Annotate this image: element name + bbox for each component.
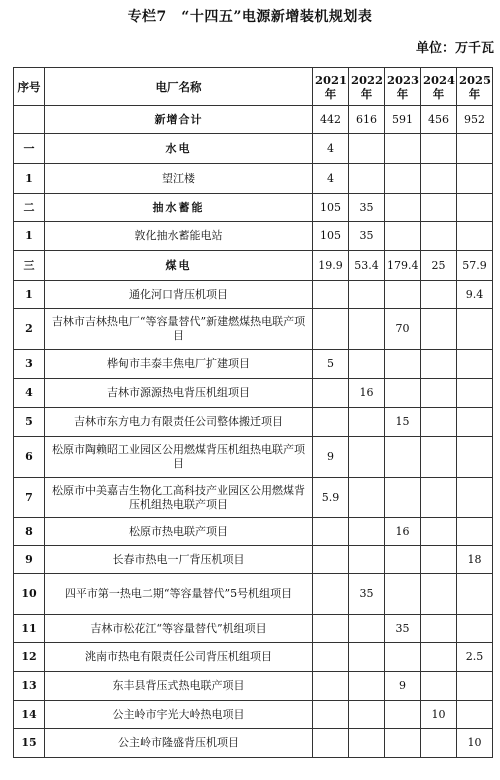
row-year-value — [349, 350, 385, 379]
row-seq: 一 — [14, 134, 45, 164]
row-year-value — [457, 222, 493, 251]
row-year-value — [313, 309, 349, 350]
row-plant-name: 洮南市热电有限责任公司背压机组项目 — [45, 643, 313, 672]
table-row — [14, 222, 493, 251]
row-year-value — [421, 350, 457, 379]
table-row — [14, 379, 493, 408]
row-year-value: 18 — [457, 546, 493, 574]
row-year-value — [313, 672, 349, 701]
row-year-value — [313, 518, 349, 546]
row-year-value: 35 — [349, 222, 385, 251]
row-year-value — [313, 546, 349, 574]
row-year-value — [421, 729, 457, 758]
row-year-value — [421, 518, 457, 546]
header-seq: 序号 — [14, 68, 45, 106]
row-plant-name: 抽水蓄能 — [45, 194, 313, 222]
row-year-value — [385, 134, 421, 164]
row-seq: 3 — [14, 350, 45, 379]
row-seq: 7 — [14, 478, 45, 518]
row-year-value: 105 — [313, 194, 349, 222]
row-year-value — [313, 281, 349, 309]
row-year-value — [457, 194, 493, 222]
row-year-value — [349, 309, 385, 350]
row-year-value — [457, 309, 493, 350]
row-year-value — [421, 574, 457, 615]
header-year: 2021 年 — [313, 68, 349, 106]
row-year-value: 179.4 — [385, 251, 421, 281]
row-year-value: 10 — [421, 701, 457, 729]
row-year-value: 4 — [313, 134, 349, 164]
row-year-value — [313, 643, 349, 672]
row-year-value: 53.4 — [349, 251, 385, 281]
row-year-value — [349, 134, 385, 164]
row-year-value: 5.9 — [313, 478, 349, 518]
capacity-plan-table — [13, 67, 493, 758]
row-year-value — [421, 309, 457, 350]
row-plant-name: 吉林市松花江“等容量替代”机组项目 — [45, 615, 313, 643]
row-seq: 2 — [14, 309, 45, 350]
row-seq: 10 — [14, 574, 45, 615]
row-year-value — [457, 408, 493, 437]
row-year-value — [313, 379, 349, 408]
header-row — [14, 68, 493, 106]
row-plant-name: 东丰县背压式热电联产项目 — [45, 672, 313, 701]
row-year-value — [385, 350, 421, 379]
row-year-value — [457, 672, 493, 701]
header-year: 2023 年 — [385, 68, 421, 106]
row-seq: 8 — [14, 518, 45, 546]
row-year-value: 105 — [313, 222, 349, 251]
table-row — [14, 164, 493, 194]
row-seq: 1 — [14, 164, 45, 194]
table-row — [14, 615, 493, 643]
row-seq: 三 — [14, 251, 45, 281]
row-year-value — [385, 379, 421, 408]
row-seq: 13 — [14, 672, 45, 701]
row-plant-name: 公主岭市隆盛背压机项目 — [45, 729, 313, 758]
row-year-value — [421, 281, 457, 309]
row-year-value — [313, 574, 349, 615]
row-year-value — [349, 518, 385, 546]
table-row — [14, 408, 493, 437]
row-year-value — [457, 615, 493, 643]
row-year-value: 16 — [349, 379, 385, 408]
row-year-value — [421, 194, 457, 222]
row-year-value — [385, 164, 421, 194]
row-year-value — [385, 478, 421, 518]
table-body — [14, 106, 493, 758]
unit-label: 单位：万千瓦 — [415, 41, 494, 56]
row-year-value: 57.9 — [457, 251, 493, 281]
row-year-value — [349, 729, 385, 758]
table-row — [14, 518, 493, 546]
row-year-value: 952 — [457, 106, 493, 134]
row-seq: 1 — [14, 222, 45, 251]
row-plant-name: 煤电 — [45, 251, 313, 281]
row-year-value — [349, 643, 385, 672]
row-year-value — [421, 672, 457, 701]
table-row — [14, 478, 493, 518]
row-year-value: 25 — [421, 251, 457, 281]
row-plant-name: 水电 — [45, 134, 313, 164]
table-row — [14, 729, 493, 758]
row-seq: 11 — [14, 615, 45, 643]
table-row — [14, 643, 493, 672]
table-row — [14, 437, 493, 478]
header-year: 2022 年 — [349, 68, 385, 106]
row-year-value — [385, 643, 421, 672]
row-year-value: 9.4 — [457, 281, 493, 309]
row-year-value — [385, 281, 421, 309]
table-row — [14, 134, 493, 164]
row-year-value: 591 — [385, 106, 421, 134]
row-year-value — [349, 615, 385, 643]
row-year-value — [385, 574, 421, 615]
row-year-value — [349, 408, 385, 437]
row-year-value — [457, 350, 493, 379]
row-year-value — [421, 615, 457, 643]
row-year-value — [457, 478, 493, 518]
row-year-value: 35 — [385, 615, 421, 643]
row-seq: 4 — [14, 379, 45, 408]
row-plant-name: 公主岭市宇光大岭热电项目 — [45, 701, 313, 729]
row-year-value: 2.5 — [457, 643, 493, 672]
table-title: 专栏7 “十四五”电源新增装机规划表 — [127, 9, 373, 25]
row-seq: 9 — [14, 546, 45, 574]
row-seq: 1 — [14, 281, 45, 309]
row-year-value — [385, 701, 421, 729]
row-plant-name: 四平市第一热电二期“等容量替代”5号机组项目 — [45, 574, 313, 615]
row-year-value: 10 — [457, 729, 493, 758]
row-year-value — [457, 134, 493, 164]
row-year-value — [313, 615, 349, 643]
row-plant-name: 吉林市吉林热电厂“等容量替代”新建燃煤热电联产项目 — [45, 309, 313, 350]
row-year-value: 5 — [313, 350, 349, 379]
row-year-value: 442 — [313, 106, 349, 134]
row-seq: 6 — [14, 437, 45, 478]
row-plant-name: 松原市中美嘉吉生物化工高科技产业园区公用燃煤背压机组热电联产项目 — [45, 478, 313, 518]
row-seq: 5 — [14, 408, 45, 437]
row-year-value — [457, 701, 493, 729]
row-year-value — [421, 408, 457, 437]
row-year-value — [313, 729, 349, 758]
row-year-value — [385, 729, 421, 758]
row-plant-name: 吉林市源源热电背压机组项目 — [45, 379, 313, 408]
header-year: 2024 年 — [421, 68, 457, 106]
row-year-value — [421, 546, 457, 574]
row-seq: 二 — [14, 194, 45, 222]
row-plant-name: 长春市热电一厂背压机项目 — [45, 546, 313, 574]
row-year-value — [349, 701, 385, 729]
row-year-value — [385, 194, 421, 222]
row-year-value — [313, 408, 349, 437]
row-seq: 14 — [14, 701, 45, 729]
row-year-value — [421, 643, 457, 672]
row-year-value: 616 — [349, 106, 385, 134]
row-seq — [14, 106, 45, 134]
row-year-value — [313, 701, 349, 729]
row-year-value — [349, 281, 385, 309]
row-year-value: 4 — [313, 164, 349, 194]
row-year-value — [421, 164, 457, 194]
row-year-value — [457, 379, 493, 408]
row-year-value: 35 — [349, 194, 385, 222]
row-seq: 12 — [14, 643, 45, 672]
table-row — [14, 194, 493, 222]
row-plant-name: 新增合计 — [45, 106, 313, 134]
row-year-value — [421, 437, 457, 478]
row-year-value — [349, 164, 385, 194]
row-plant-name: 桦甸市丰泰丰焦电厂扩建项目 — [45, 350, 313, 379]
row-year-value — [385, 437, 421, 478]
table-row — [14, 309, 493, 350]
row-year-value: 70 — [385, 309, 421, 350]
row-year-value — [349, 437, 385, 478]
table-row — [14, 251, 493, 281]
row-year-value: 456 — [421, 106, 457, 134]
row-year-value — [385, 546, 421, 574]
row-year-value — [349, 478, 385, 518]
row-plant-name: 松原市陶赖昭工业园区公用燃煤背压机组热电联产项目 — [45, 437, 313, 478]
row-plant-name: 通化河口背压机项目 — [45, 281, 313, 309]
row-year-value — [457, 164, 493, 194]
table-row — [14, 281, 493, 309]
row-plant-name: 吉林市东方电力有限责任公司整体搬迁项目 — [45, 408, 313, 437]
row-plant-name: 望江楼 — [45, 164, 313, 194]
row-year-value — [421, 478, 457, 518]
row-year-value — [421, 222, 457, 251]
row-year-value — [457, 437, 493, 478]
header-name: 电厂名称 — [45, 68, 313, 106]
row-year-value: 19.9 — [313, 251, 349, 281]
header-year: 2025 年 — [457, 68, 493, 106]
table-row — [14, 701, 493, 729]
table-row — [14, 350, 493, 379]
row-seq: 15 — [14, 729, 45, 758]
row-year-value — [349, 672, 385, 701]
row-plant-name: 敦化抽水蓄能电站 — [45, 222, 313, 251]
row-year-value — [421, 134, 457, 164]
row-plant-name: 松原市热电联产项目 — [45, 518, 313, 546]
row-year-value — [457, 574, 493, 615]
row-year-value: 9 — [313, 437, 349, 478]
row-year-value — [421, 379, 457, 408]
row-year-value — [457, 518, 493, 546]
table-row — [14, 546, 493, 574]
row-year-value — [385, 222, 421, 251]
table-row — [14, 672, 493, 701]
table-row — [14, 106, 493, 134]
row-year-value: 9 — [385, 672, 421, 701]
row-year-value: 16 — [385, 518, 421, 546]
row-year-value: 35 — [349, 574, 385, 615]
row-year-value: 15 — [385, 408, 421, 437]
table-row — [14, 574, 493, 615]
row-year-value — [349, 546, 385, 574]
